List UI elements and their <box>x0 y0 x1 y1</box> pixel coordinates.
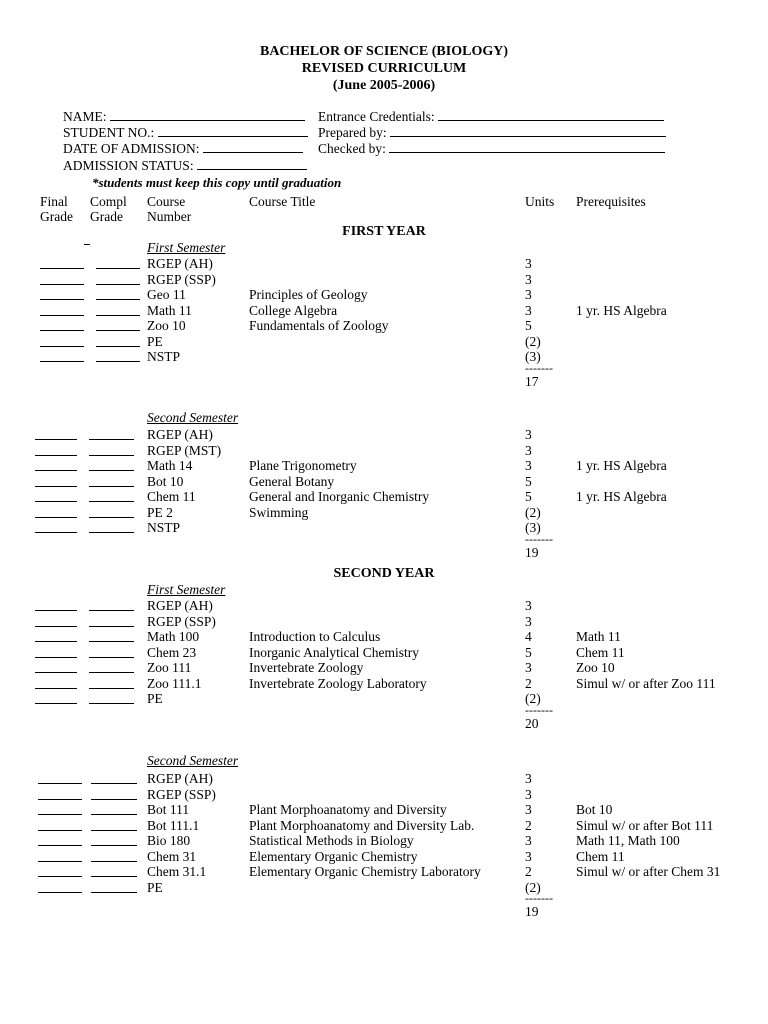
checked-field[interactable] <box>318 140 665 157</box>
admission-status-label: ADMISSION STATUS: <box>63 158 194 173</box>
document-title: BACHELOR OF SCIENCE (BIOLOGY) <box>259 44 508 59</box>
course-units: 3 <box>525 802 532 817</box>
student-no-field[interactable] <box>63 124 308 141</box>
course-units: 3 <box>525 458 532 473</box>
course-number: Chem 23 <box>147 644 197 660</box>
course-number: Chem 31.1 <box>147 864 207 879</box>
table-row <box>0 833 768 849</box>
table-row <box>0 598 768 614</box>
final-grade-blank[interactable] <box>35 626 77 627</box>
table-row <box>0 349 768 365</box>
final-grade-blank[interactable] <box>38 814 82 815</box>
course-title: Elementary Organic Chemistry Laboratory <box>249 864 481 879</box>
course-title: Plane Trigonometry <box>249 458 357 473</box>
course-number: PE 2 <box>147 504 173 520</box>
course-units: 3 <box>525 598 532 613</box>
course-units: 3 <box>525 786 532 802</box>
course-prereq: 1 yr. HS Algebra <box>576 302 667 318</box>
course-prereq: Simul w/ or after Chem 31 <box>576 864 721 879</box>
col-prerequisites: Prerequisites <box>576 194 646 209</box>
date-admission-field[interactable] <box>63 140 303 157</box>
entrance-field[interactable] <box>318 108 664 125</box>
col-units: Units <box>525 194 555 209</box>
final-grade-blank[interactable] <box>35 641 77 642</box>
total-separator: ------- <box>525 891 553 905</box>
table-row <box>0 629 768 645</box>
compl-grade-blank[interactable] <box>91 845 137 846</box>
total-separator: ------- <box>525 702 553 717</box>
course-prereq: 1 yr. HS Algebra <box>576 489 667 504</box>
semester-heading: First Semester <box>147 582 226 597</box>
table-row <box>0 287 768 303</box>
course-number: Bio 180 <box>147 833 191 848</box>
checked-label: Checked by: <box>318 141 386 156</box>
table-row <box>0 443 768 459</box>
course-units: (2) <box>525 504 541 520</box>
table-row <box>0 303 768 319</box>
course-number: RGEP (AH) <box>147 598 213 613</box>
course-units: 5 <box>525 489 532 504</box>
col-compl-grade: Compl Grade <box>90 194 127 224</box>
compl-grade-blank[interactable] <box>96 284 140 285</box>
course-prereq: Math 11 <box>576 629 621 644</box>
document-subtitle: REVISED CURRICULUM <box>301 61 467 76</box>
course-title: Invertebrate Zoology <box>249 660 364 675</box>
course-number: Chem 31 <box>147 848 197 864</box>
table-row <box>0 614 768 630</box>
compl-grade-blank[interactable] <box>89 470 134 471</box>
course-number: Zoo 111.1 <box>147 675 202 691</box>
course-units: 3 <box>525 771 532 786</box>
name-blank[interactable] <box>110 108 305 121</box>
final-grade-blank[interactable] <box>35 439 77 440</box>
total-units: 19 <box>525 544 539 560</box>
course-prereq: Simul w/ or after Zoo 111 <box>576 675 716 691</box>
final-grade-blank[interactable] <box>35 688 77 689</box>
compl-grade-blank[interactable] <box>91 892 137 893</box>
course-number: NSTP <box>147 520 181 535</box>
compl-grade-blank[interactable] <box>91 814 137 815</box>
course-number: Chem 11 <box>147 489 196 504</box>
course-prereq: Chem 11 <box>576 644 625 660</box>
table-row <box>0 691 768 707</box>
final-grade-blank[interactable] <box>35 657 77 658</box>
final-grade-blank[interactable] <box>35 672 77 673</box>
course-units: 5 <box>525 473 532 489</box>
course-title: Invertebrate Zoology Laboratory <box>249 675 427 691</box>
course-number: RGEP (SSP) <box>147 786 216 802</box>
course-prereq: Math 11, Math 100 <box>576 833 680 848</box>
semester-heading: First Semester <box>147 240 226 255</box>
course-number: PE <box>147 879 163 895</box>
course-title: Fundamentals of Zoology <box>249 318 389 333</box>
course-units: 3 <box>525 442 532 458</box>
final-grade-blank[interactable] <box>35 501 77 502</box>
col-course-title: Course Title <box>249 194 316 209</box>
course-units: 3 <box>525 660 532 675</box>
table-row <box>0 771 768 787</box>
course-units: 3 <box>525 833 532 848</box>
course-units: 4 <box>525 629 532 644</box>
course-units: 5 <box>525 644 532 660</box>
course-number: Zoo 111 <box>147 660 192 675</box>
checked-blank[interactable] <box>389 140 665 153</box>
semester-heading: Second Semester <box>147 753 239 768</box>
course-title: Plant Morphoanatomy and Diversity Lab. <box>249 817 475 833</box>
table-row <box>0 849 768 865</box>
compl-grade-blank[interactable] <box>89 501 134 502</box>
compl-grade-blank[interactable] <box>89 439 134 440</box>
course-title: College Algebra <box>249 302 338 318</box>
course-units: 3 <box>525 302 532 318</box>
table-row <box>0 489 768 505</box>
table-row <box>0 520 768 536</box>
course-units: 2 <box>525 817 532 833</box>
compl-grade-blank[interactable] <box>96 268 140 269</box>
total-units: 20 <box>525 715 539 731</box>
course-prereq: Bot 10 <box>576 802 613 817</box>
final-grade-blank[interactable] <box>38 799 82 800</box>
entrance-blank[interactable] <box>438 108 664 121</box>
final-grade-blank[interactable] <box>40 268 84 269</box>
table-row <box>0 676 768 692</box>
total-units: 17 <box>525 373 539 389</box>
course-units: (3) <box>525 349 541 364</box>
compl-grade-blank[interactable] <box>96 330 140 331</box>
table-row <box>0 427 768 443</box>
date-admission-label: DATE OF ADMISSION: <box>63 141 200 156</box>
compl-grade-blank[interactable] <box>91 876 137 877</box>
compl-grade-blank[interactable] <box>89 672 134 673</box>
course-title: Plant Morphoanatomy and Diversity <box>249 802 447 817</box>
course-units: 3 <box>525 287 532 302</box>
course-units: 2 <box>525 675 532 691</box>
final-grade-blank[interactable] <box>40 330 84 331</box>
course-title: General Botany <box>249 473 335 489</box>
prepared-label: Prepared by: <box>318 125 387 140</box>
course-number: NSTP <box>147 349 181 364</box>
compl-grade-blank[interactable] <box>91 861 137 862</box>
final-grade-blank[interactable] <box>38 830 82 831</box>
course-number: RGEP (SSP) <box>147 271 216 287</box>
course-units: 5 <box>525 318 532 333</box>
entrance-label: Entrance Credentials: <box>318 109 435 124</box>
course-units: (2) <box>525 333 541 349</box>
compl-grade-blank[interactable] <box>89 486 134 487</box>
year-heading: FIRST YEAR <box>342 224 426 239</box>
final-grade-blank[interactable] <box>35 486 77 487</box>
course-title: Statistical Methods in Biology <box>249 833 414 848</box>
course-title: Elementary Organic Chemistry <box>249 848 418 864</box>
graduation-note: *students must keep this copy until graduation <box>92 175 342 190</box>
course-title: Introduction to Calculus <box>249 629 381 644</box>
table-row <box>0 318 768 334</box>
final-grade-blank[interactable] <box>35 455 77 456</box>
compl-grade-blank[interactable] <box>89 688 134 689</box>
course-number: PE <box>147 333 163 349</box>
compl-grade-blank[interactable] <box>96 346 140 347</box>
col-final-grade: Final Grade <box>40 194 73 224</box>
course-number: Math 14 <box>147 458 193 473</box>
course-units: 3 <box>525 848 532 864</box>
total-separator: ------- <box>525 531 553 546</box>
compl-grade-blank[interactable] <box>89 657 134 658</box>
name-label: NAME: <box>63 109 107 124</box>
compl-grade-blank[interactable] <box>89 641 134 642</box>
document-date: (June 2005-2006) <box>332 78 436 93</box>
course-number: PE <box>147 691 163 706</box>
course-units: 3 <box>525 256 532 271</box>
course-number: RGEP (AH) <box>147 427 213 442</box>
table-row <box>0 334 768 350</box>
table-row <box>0 880 768 896</box>
course-number: Geo 11 <box>147 287 186 302</box>
table-row <box>0 802 768 818</box>
final-grade-blank[interactable] <box>40 346 84 347</box>
final-grade-blank[interactable] <box>38 861 82 862</box>
table-row <box>0 660 768 676</box>
final-grade-blank[interactable] <box>35 703 77 704</box>
table-row <box>0 645 768 661</box>
stray-mark <box>84 244 90 245</box>
course-units: 3 <box>525 613 532 629</box>
final-grade-blank[interactable] <box>38 876 82 877</box>
date-admission-blank[interactable] <box>203 140 303 153</box>
course-title: Swimming <box>249 504 309 520</box>
final-grade-blank[interactable] <box>40 315 84 316</box>
course-units: (3) <box>525 520 541 535</box>
table-row <box>0 864 768 880</box>
compl-grade-blank[interactable] <box>91 830 137 831</box>
student-no-blank[interactable] <box>158 124 308 137</box>
admission-status-blank[interactable] <box>197 157 307 170</box>
course-title: Inorganic Analytical Chemistry <box>249 644 419 660</box>
table-row <box>0 787 768 803</box>
table-row <box>0 256 768 272</box>
col-course-number: Course Number <box>147 194 192 224</box>
compl-grade-blank[interactable] <box>89 626 134 627</box>
table-row <box>0 474 768 490</box>
table-row <box>0 458 768 474</box>
compl-grade-blank[interactable] <box>89 610 134 611</box>
admission-status-field[interactable] <box>63 157 307 174</box>
compl-grade-blank[interactable] <box>91 799 137 800</box>
name-field[interactable] <box>63 108 305 125</box>
total-separator: ------- <box>525 360 553 375</box>
compl-grade-blank[interactable] <box>96 315 140 316</box>
final-grade-blank[interactable] <box>35 610 77 611</box>
course-units: (2) <box>525 691 541 706</box>
final-grade-blank[interactable] <box>35 532 77 533</box>
course-prereq: Zoo 10 <box>576 660 615 675</box>
final-grade-blank[interactable] <box>40 299 84 300</box>
compl-grade-blank[interactable] <box>91 783 137 784</box>
final-grade-blank[interactable] <box>40 284 84 285</box>
course-number: Zoo 10 <box>147 318 186 333</box>
course-number: Math 100 <box>147 629 200 644</box>
course-number: RGEP (MST) <box>147 442 222 458</box>
course-prereq: Chem 11 <box>576 848 625 864</box>
compl-grade-blank[interactable] <box>96 361 140 362</box>
course-number: RGEP (AH) <box>147 256 213 271</box>
course-prereq: Simul w/ or after Bot 111 <box>576 817 714 833</box>
course-prereq: 1 yr. HS Algebra <box>576 458 667 473</box>
course-title: General and Inorganic Chemistry <box>249 489 430 504</box>
final-grade-blank[interactable] <box>38 783 82 784</box>
table-row <box>0 272 768 288</box>
table-row <box>0 818 768 834</box>
year-heading: SECOND YEAR <box>333 566 435 581</box>
compl-grade-blank[interactable] <box>89 532 134 533</box>
table-row <box>0 505 768 521</box>
course-number: Math 11 <box>147 302 192 318</box>
course-number: Bot 10 <box>147 473 184 489</box>
compl-grade-blank[interactable] <box>89 455 134 456</box>
course-title: Principles of Geology <box>249 287 368 302</box>
final-grade-blank[interactable] <box>35 517 77 518</box>
course-number: RGEP (SSP) <box>147 613 216 629</box>
semester-heading: Second Semester <box>147 410 239 425</box>
compl-grade-blank[interactable] <box>89 517 134 518</box>
student-no-label: STUDENT NO.: <box>63 125 155 140</box>
course-units: (2) <box>525 879 541 895</box>
final-grade-blank[interactable] <box>35 470 77 471</box>
course-units: 2 <box>525 864 532 879</box>
compl-grade-blank[interactable] <box>89 703 134 704</box>
prepared-blank[interactable] <box>390 124 666 137</box>
total-units: 19 <box>525 904 539 919</box>
course-units: 3 <box>525 271 532 287</box>
course-units: 3 <box>525 427 532 442</box>
course-number: Bot 111.1 <box>147 817 200 833</box>
final-grade-blank[interactable] <box>38 845 82 846</box>
compl-grade-blank[interactable] <box>96 299 140 300</box>
final-grade-blank[interactable] <box>40 361 84 362</box>
prepared-field[interactable] <box>318 124 666 141</box>
course-number: RGEP (AH) <box>147 771 213 786</box>
final-grade-blank[interactable] <box>38 892 82 893</box>
course-number: Bot 111 <box>147 802 190 817</box>
